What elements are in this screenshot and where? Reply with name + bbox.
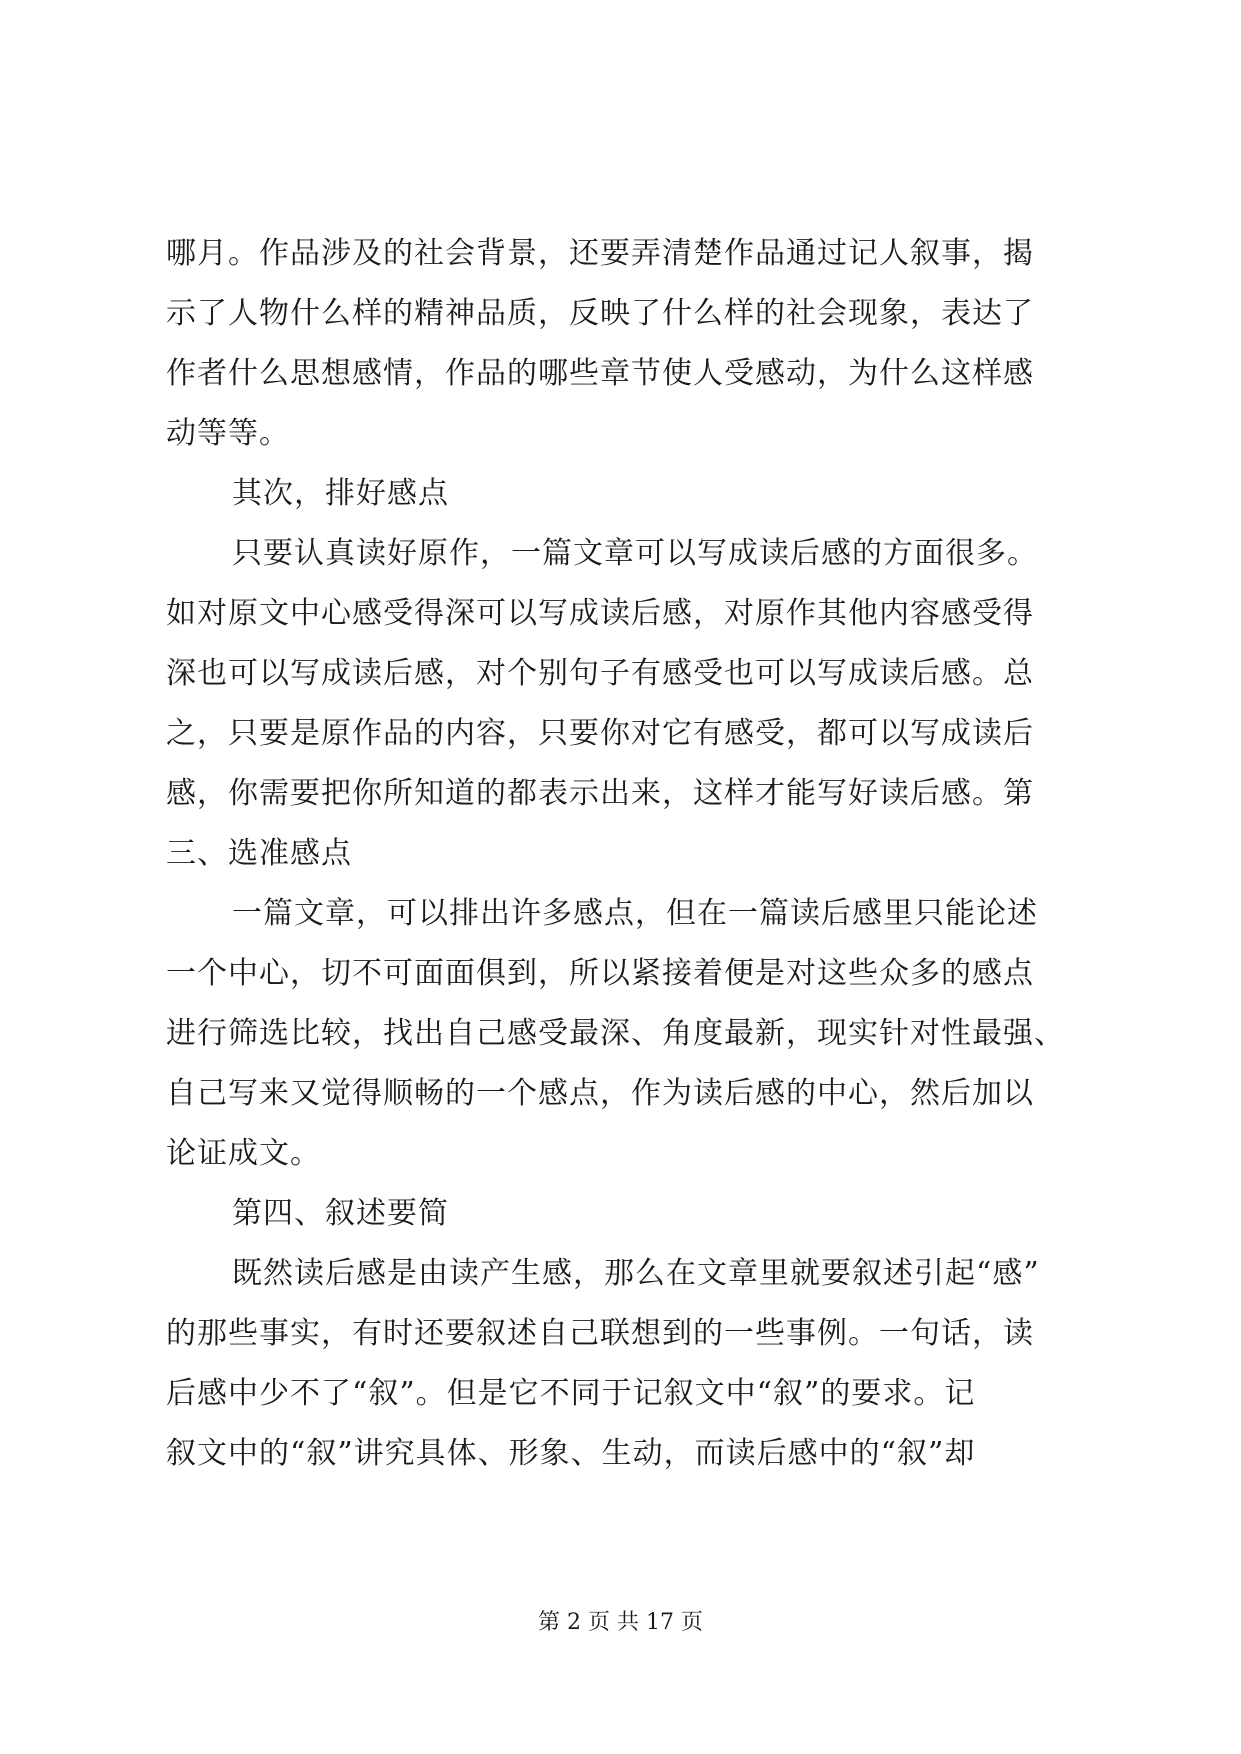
text-line: 之，只要是原作品的内容，只要你对它有感受，都可以写成读后	[166, 716, 1034, 751]
document-body	[166, 224, 1086, 1484]
text-line: 一篇文章，可以排出许多感点，但在一篇读后感里只能论述	[232, 896, 1038, 931]
text-line: 如对原文中心感受得深可以写成读后感，对原作其他内容感受得	[166, 596, 1034, 631]
section-heading: 第四、叙述要简	[232, 1196, 449, 1231]
section-heading: 三、选准感点	[166, 836, 352, 871]
text-line: 进行筛选比较，找出自己感受最深、角度最新，现实针对性最强、	[166, 1016, 1065, 1051]
text-line: 论证成文。	[166, 1136, 321, 1171]
text-line: 既然读后感是由读产生感，那么在文章里就要叙述引起“感”	[232, 1256, 1040, 1291]
text-line: 只要认真读好原作，一篇文章可以写成读后感的方面很多。	[232, 536, 1038, 571]
text-line: 示了人物什么样的精神品质，反映了什么样的社会现象，表达了	[166, 296, 1034, 331]
text-line: 一个中心，切不可面面俱到，所以紧接着便是对这些众多的感点	[166, 956, 1034, 991]
page-footer: 第 2 页 共 17 页	[538, 1610, 703, 1635]
text-line: 深也可以写成读后感，对个别句子有感受也可以写成读后感。总	[166, 656, 1034, 691]
text-line: 作者什么思想感情，作品的哪些章节使人受感动，为什么这样感	[166, 356, 1034, 391]
text-line: 自己写来又觉得顺畅的一个感点，作为读后感的中心，然后加以	[166, 1076, 1034, 1111]
text-line: 感，你需要把你所知道的都表示出来，这样才能写好读后感。第	[166, 776, 1034, 811]
text-line: 哪月。作品涉及的社会背景，还要弄清楚作品通过记人叙事，揭	[166, 236, 1034, 271]
text-line: 动等等。	[166, 416, 290, 451]
text-line: 叙文中的“叙”讲究具体、形象、生动，而读后感中的“叙”却	[166, 1436, 976, 1471]
section-heading: 其次，排好感点	[232, 476, 449, 511]
text-line: 的那些事实，有时还要叙述自己联想到的一些事例。一句话，读	[166, 1316, 1034, 1351]
text-line: 后感中少不了“叙”。但是它不同于记叙文中“叙”的要求。记	[166, 1376, 976, 1411]
